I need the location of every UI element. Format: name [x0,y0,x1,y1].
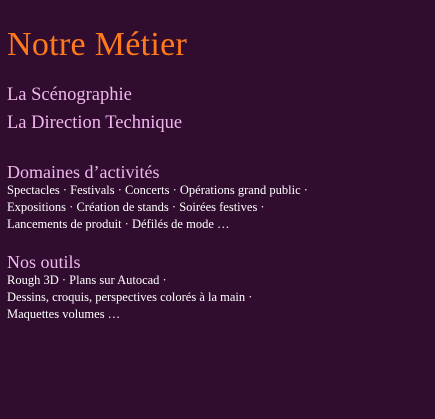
subtitle-direction-technique: La Direction Technique [7,113,183,133]
domaines-list [7,182,308,233]
domaines-line: Spectacles · Festivals · Concerts · Opérations grand public · [7,183,308,197]
outils-line: Rough 3D · Plans sur Autocad · [7,273,167,287]
domaines-section [7,162,308,233]
domaines-line: Lancements de produit · Défilés de mode … [7,217,230,231]
subtitle-list [7,81,182,137]
outils-line: Dessins, croquis, perspectives colorés à la main · [7,290,253,304]
domaines-line: Expositions · Création de stands · Soirées festives · [7,200,265,214]
outils-line: Maquettes volumes … [7,307,121,321]
outils-heading: Nos outils [7,252,81,272]
subtitle-scenographie: La Scénographie [7,85,132,105]
domaines-heading: Domaines d’activités [7,162,160,182]
outils-section [7,252,252,323]
page-title: Notre Métier [7,26,188,63]
outils-list [7,272,252,323]
